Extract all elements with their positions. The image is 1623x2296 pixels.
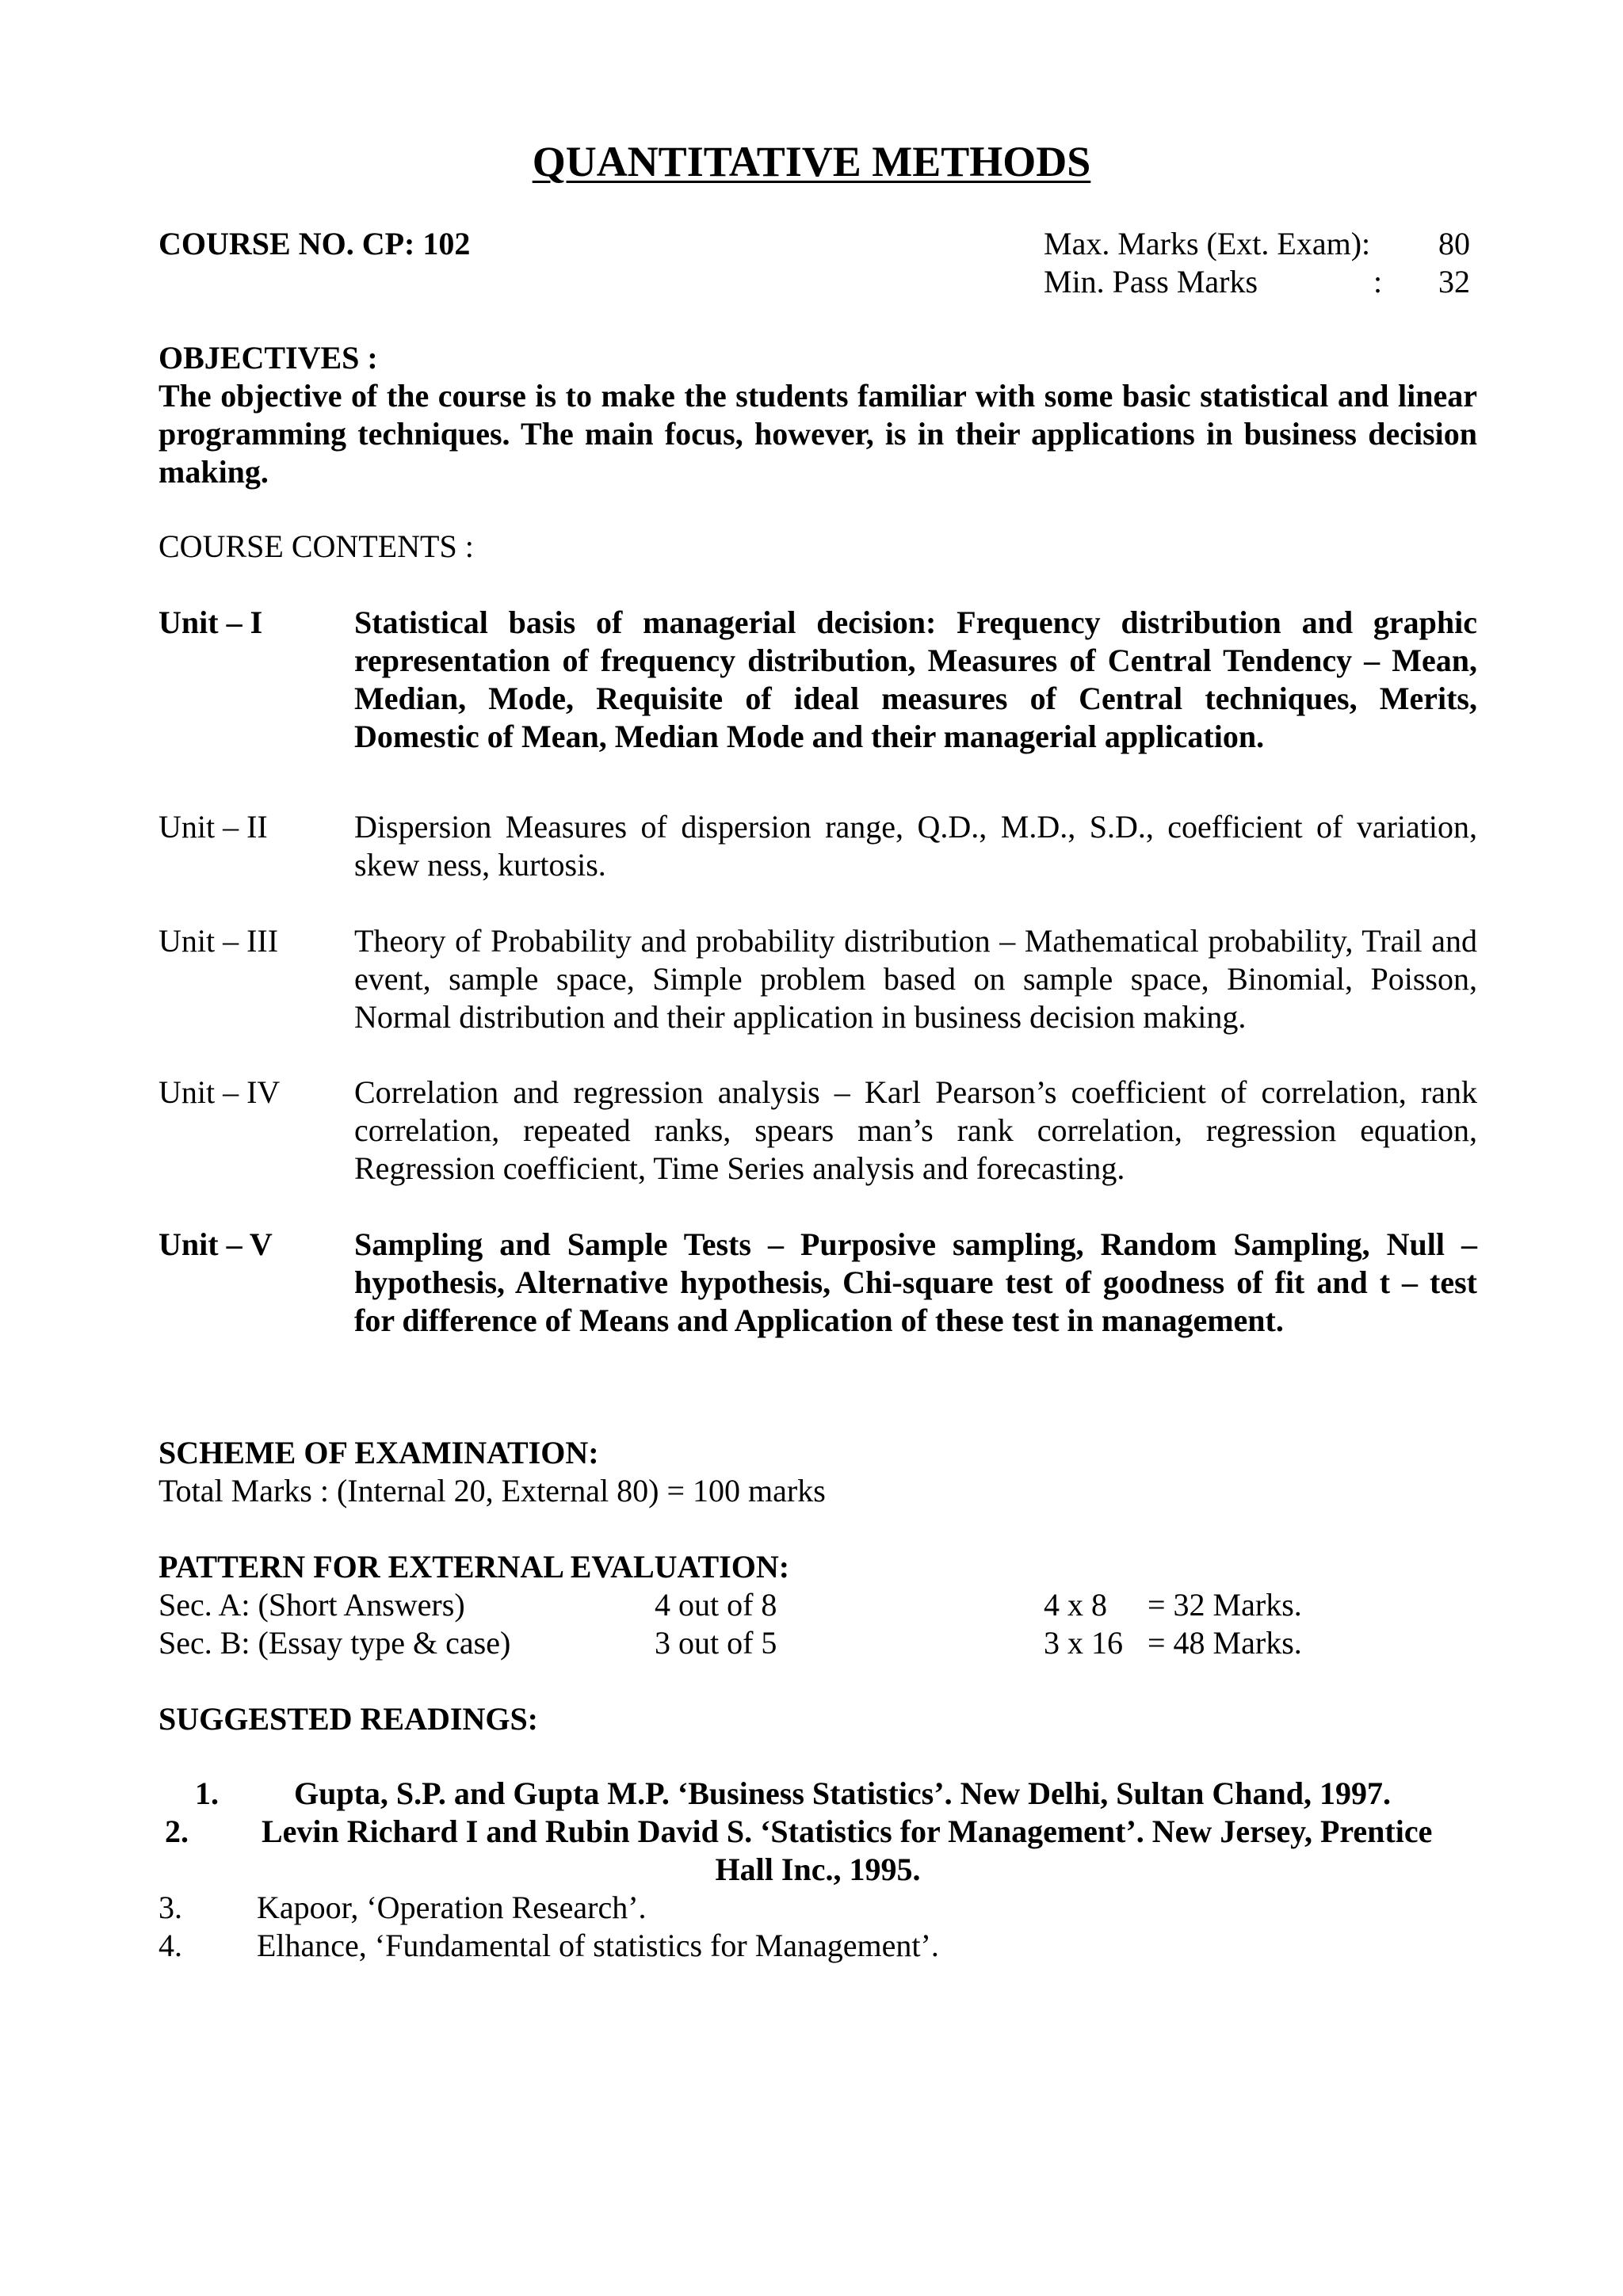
pattern-row-b-choice: 3 out of 5 [655, 1625, 777, 1661]
max-marks-value: 80 [1438, 226, 1470, 261]
reading-3-num: 3. [158, 1890, 182, 1925]
unit-2-text: Dispersion Measures of dispersion range, Q.D., M.D., S.D., coefficient of variation, skew ness, kurtosis. [354, 809, 1477, 883]
scheme-heading: SCHEME OF EXAMINATION: [158, 1435, 599, 1470]
pattern-row-a-marks: = 32 Marks. [1148, 1587, 1302, 1623]
readings-heading: SUGGESTED READINGS: [158, 1701, 539, 1737]
reading-4-text: Elhance, ‘Fundamental of statistics for Management’. [257, 1928, 939, 1963]
unit-3-label: Unit – III [158, 923, 279, 959]
reading-1-text: Gupta, S.P. and Gupta M.P. ‘Business Statistics’. New Delhi, Sultan Chand, 1997. [294, 1775, 1392, 1811]
pattern-row-b-section: Sec. B: (Essay type & case) [158, 1625, 511, 1661]
course-contents-heading: COURSE CONTENTS : [158, 528, 474, 564]
reading-3-text: Kapoor, ‘Operation Research’. [257, 1890, 647, 1925]
unit-1-label: Unit – I [158, 605, 263, 640]
pattern-heading: PATTERN FOR EXTERNAL EVALUATION: [158, 1549, 790, 1585]
objectives-text: The objective of the course is to make the students familiar with some basic statistical and linear programming techniques. The main focus, however, is in their applications in business decision making. [158, 378, 1477, 490]
page-title: QUANTITATIVE METHODS [532, 138, 1091, 185]
objectives-heading: OBJECTIVES : [158, 340, 378, 376]
pattern-row-a-calc: 4 x 8 [1044, 1587, 1107, 1623]
unit-2-label: Unit – II [158, 809, 268, 845]
reading-4-num: 4. [158, 1928, 182, 1963]
pattern-row-a-choice: 4 out of 8 [655, 1587, 777, 1623]
unit-5-text: Sampling and Sample Tests – Purposive sampling, Random Sampling, Null – hypothesis, Alternative hypothesis, Chi-square test of goodness of fit and t – test for difference of Means and Application of these test in management. [354, 1226, 1477, 1338]
unit-1-text: Statistical basis of managerial decision: Frequency distribution and graphic representation of frequency distribution, Measures of Central Tendency – Mean, Median, Mode, Requisite of ideal measures of Central techniques, Merits, Domestic of Mean, Median Mode and their managerial application. [354, 605, 1477, 754]
min-pass-colon: : [1373, 264, 1383, 299]
reading-2-text: Levin Richard I and Rubin David S. ‘Statistics for Management’. New Jersey, Prentice [262, 1814, 1433, 1849]
pattern-row-b-calc: 3 x 16 [1044, 1625, 1123, 1661]
unit-5-label: Unit – V [158, 1226, 273, 1262]
reading-2-num: 2. [165, 1814, 189, 1849]
reading-2-text-continued: Hall Inc., 1995. [715, 1852, 921, 1887]
pattern-row-b-marks: = 48 Marks. [1148, 1625, 1302, 1661]
unit-4-text: Correlation and regression analysis – Karl Pearson’s coefficient of correlation, rank correlation, repeated ranks, spears man’s rank correlation, regression equation, Regression coefficient, Time Series analysis and forecasting. [354, 1074, 1477, 1186]
min-pass-label: Min. Pass Marks [1044, 264, 1258, 299]
max-marks-label: Max. Marks (Ext. Exam): [1044, 226, 1371, 261]
pattern-row-a-section: Sec. A: (Short Answers) [158, 1587, 465, 1623]
course-number: COURSE NO. CP: 102 [158, 226, 471, 261]
scheme-text: Total Marks : (Internal 20, External 80) = 100 marks [158, 1473, 826, 1508]
unit-4-label: Unit – IV [158, 1074, 281, 1110]
reading-1-num: 1. [195, 1775, 219, 1811]
unit-3-text: Theory of Probability and probability distribution – Mathematical probability, Trail and event, sample space, Simple problem based on sample space, Binomial, Poisson, Normal distribution and their application in business decision making. [354, 923, 1477, 1035]
min-pass-value: 32 [1438, 264, 1470, 299]
